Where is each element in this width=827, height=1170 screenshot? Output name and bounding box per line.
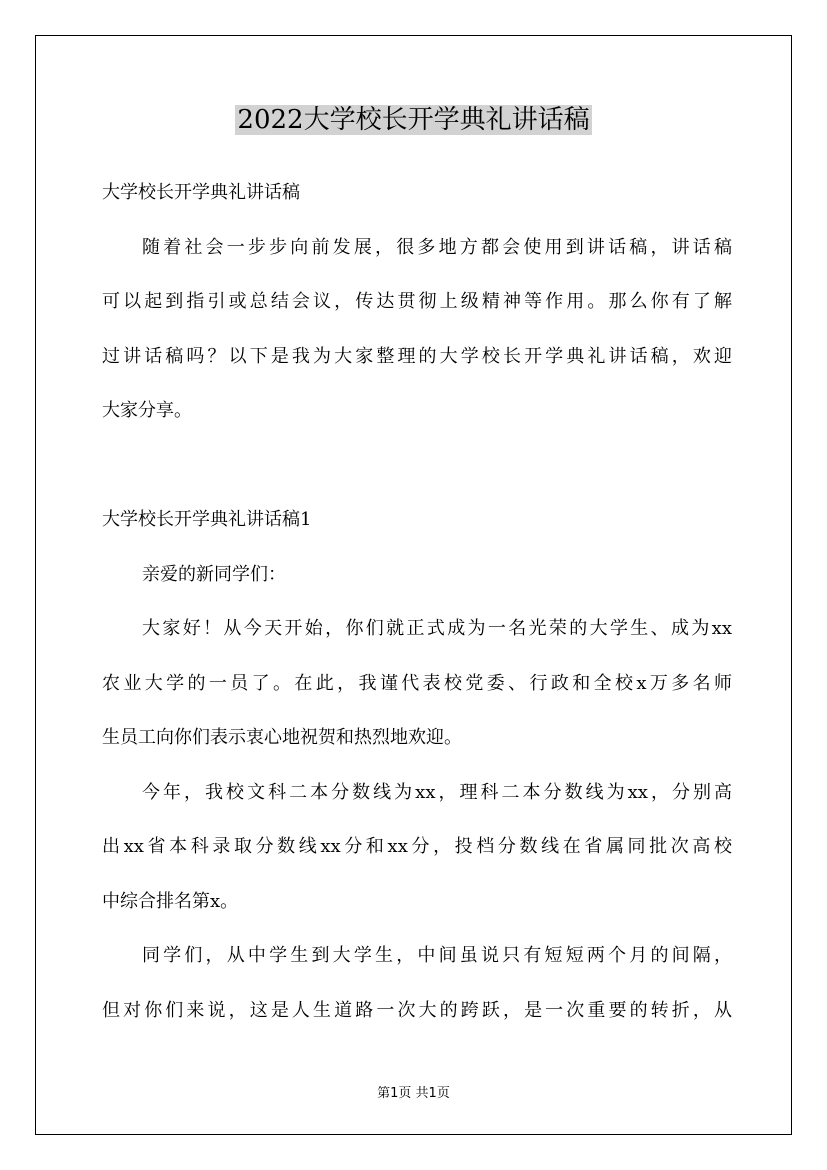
intro-line-4: 大家分享。 [102,400,192,421]
paragraph1-line-3: 生员工向你们表示衷心地祝贺和热烈地欢迎。 [102,727,462,748]
document-body [102,171,732,1043]
paragraph2-line-2: 出xx省本科录取分数线xx分和xx分，投档分数线在省属同批次高校 [102,836,732,857]
blank-line [102,444,732,499]
paragraph2-line-3: 中综合排名第x。 [102,890,239,912]
page-number: 第1页 共1页 [377,1086,450,1101]
document-subtitle: 大学校长开学典礼讲话稿 [102,182,300,203]
document-title-text: 2022大学校长开学典礼讲话稿 [237,105,590,135]
greeting: 亲爱的新同学们： [142,563,286,585]
paragraph3-line-2: 但对你们来说，这是人生道路一次大的跨跃，是一次重要的转折，从 [102,999,732,1021]
page-footer [0,1082,827,1101]
paragraph1-line-1: 大家好！从今天开始，你们就正式成为一名光荣的大学生、成为xx [142,618,732,639]
document-title [0,100,827,140]
paragraph2-line-1: 今年，我校文科二本分数线为xx，理科二本分数线为xx，分别高 [142,781,732,803]
paragraph1-line-2: 农业大学的一员了。在此，我谨代表校党委、行政和全校x万多名师 [102,672,732,694]
intro-line-2: 可以起到指引或总结会议，传达贯彻上级精神等作用。那么你有了解 [102,291,732,312]
intro-line-3: 过讲话稿吗？以下是我为大家整理的大学校长开学典礼讲话稿，欢迎 [102,345,732,367]
section-heading: 大学校长开学典礼讲话稿1 [102,509,312,530]
intro-line-1: 随着社会一步步向前发展，很多地方都会使用到讲话稿，讲话稿 [142,236,732,258]
paragraph3-line-1: 同学们，从中学生到大学生，中间虽说只有短短两个月的间隔， [142,945,732,966]
